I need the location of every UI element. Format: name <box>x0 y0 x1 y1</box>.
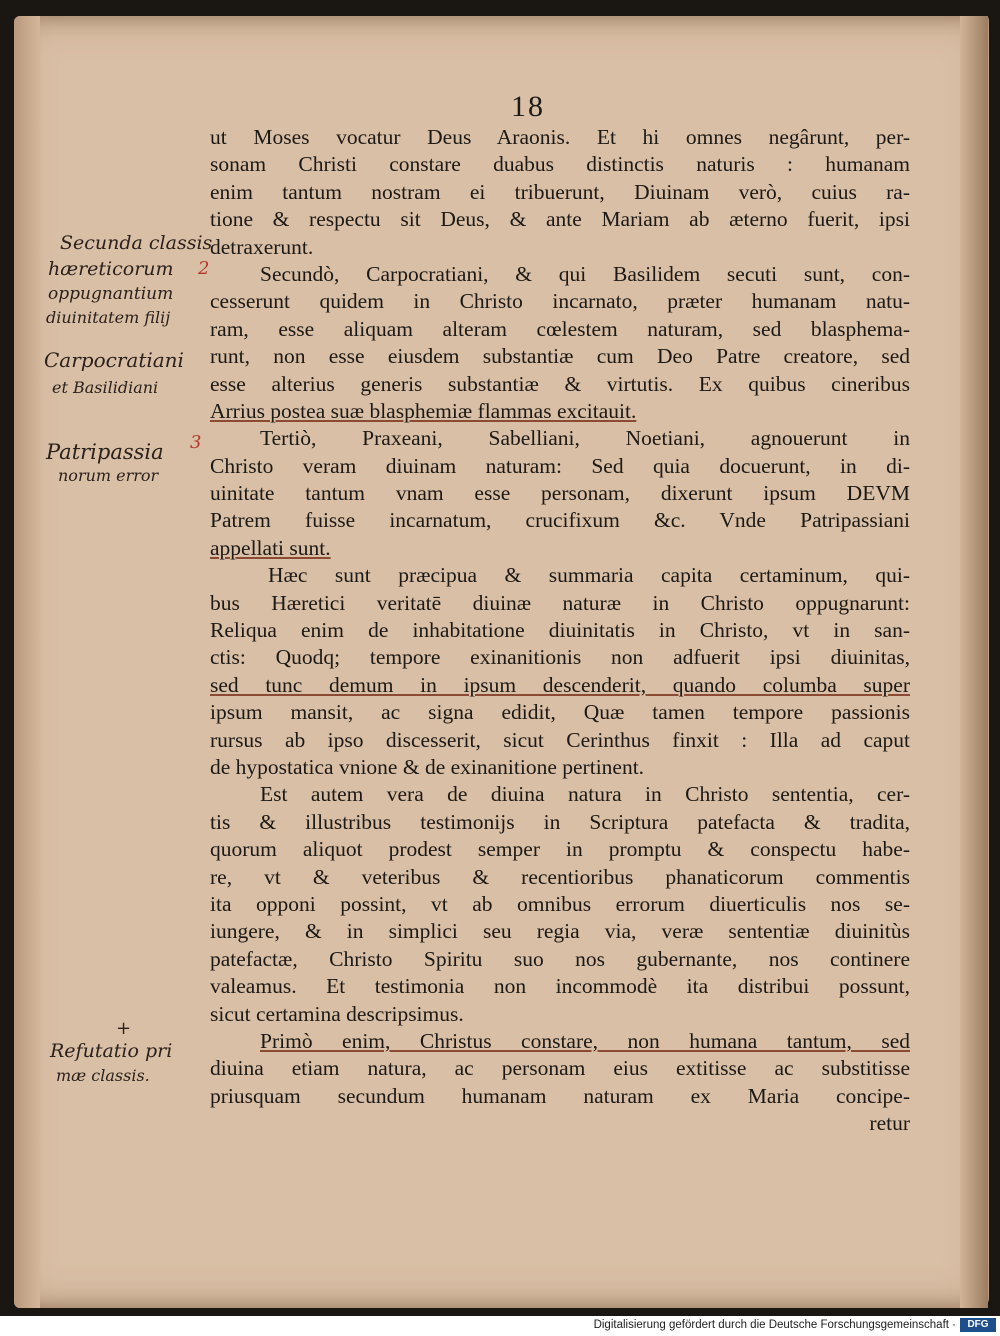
text-line: uinitate tantum vnam esse personam, dixerunt ipsum DEVM <box>210 481 910 506</box>
footer-credit: Digitalisierung gefördert durch die Deutsche Forschungsgemeinschaft · <box>593 1319 956 1331</box>
page-gutter-left <box>14 16 40 1308</box>
page-edge-right <box>960 16 988 1308</box>
text-line: patefactæ, Christo Spiritu suo nos gubernante, nos continere <box>210 946 910 971</box>
marginal-number: 3 <box>190 432 202 453</box>
text-line: quorum aliquot prodest semper in promptu & conspectu habe- <box>210 837 910 862</box>
main-text-block <box>210 124 910 1137</box>
text-line: ram, esse aliquam alteram cœlestem naturam, sed blasphema- <box>210 316 910 341</box>
text-line-underlined: appellati sunt. <box>210 535 331 560</box>
text-line: enim tantum nostram ei tribuerunt, Diuinam verò, cuius ra- <box>210 179 910 204</box>
text-line-underlined: sed tunc demum in ipsum descenderit, quando columba super <box>210 672 910 697</box>
text-line: Hæc sunt præcipua & summaria capita certaminum, qui- <box>268 563 910 588</box>
text-line: ita opponi possint, vt ab omnibus errorum diuerticulis nos se- <box>210 891 910 916</box>
text-line: priusquam secundum humanam naturam ex Maria concipe- <box>210 1083 910 1108</box>
text-line: runt, non esse eiusdem substantiæ cum Deo Patre creatore, sed <box>210 344 910 369</box>
text-line: diuina etiam natura, ac personam eius extitisse ac substitisse <box>210 1056 910 1081</box>
text-line: ut Moses vocatur Deus Araonis. Et hi omnes negârunt, per- <box>210 125 910 149</box>
marginal-note: hæreticorum <box>48 258 174 280</box>
text-line: valeamus. Et testimonia non incommodè ita distribui possunt, <box>210 974 910 999</box>
text-line: cesserunt quidem in Christo incarnato, præter humanam natu- <box>210 289 910 314</box>
marginal-note: mæ classis. <box>56 1066 150 1085</box>
text-line: sonam Christi constare duabus distinctis naturis : humanam <box>210 152 910 177</box>
marginal-note: norum error <box>58 466 159 485</box>
marginal-note: Secunda classis <box>60 232 213 254</box>
text-line: Patrem fuisse incarnatum, crucifixum &c. Vnde Patripassiani <box>210 508 910 533</box>
text-line: Reliqua enim de inhabitatione diuinitatis in Christo, vt in san- <box>210 618 910 643</box>
page-number: 18 <box>511 90 545 123</box>
text-line: ipsum mansit, ac signa edidit, Quæ tamen tempore passionis <box>210 700 910 725</box>
text-line: detraxerunt. <box>210 234 314 259</box>
text-line: iungere, & in simplici seu regia via, veræ sententiæ diuinitùs <box>210 919 910 944</box>
text-line-underlined: Secundò, Carpocratiani, & qui Basilidem secuti sunt, con- <box>260 261 910 286</box>
text-line: Christo veram diuinam naturam: Sed quia docuerunt, in di- <box>210 453 910 478</box>
marginal-note: Patripassia <box>46 440 164 464</box>
marginal-note: oppugnantium <box>48 284 174 304</box>
catchword: retur <box>869 1111 910 1136</box>
marginal-note: Carpocratiani <box>44 348 184 372</box>
text-line-underlined: Primò enim, Christus constare, non humana tantum, sed <box>260 1028 910 1053</box>
text-line-underlined: Arrius postea suæ blasphemiæ flammas excitauit. <box>210 398 637 423</box>
text-line: bus Hæretici veritatē diuinæ naturæ in Christo oppugnarunt: <box>210 590 910 615</box>
marginal-number: 2 <box>198 258 210 279</box>
text-line: sicut certamina descripsimus. <box>210 1001 464 1026</box>
text-line: ctis: Quodq; tempore exinanitionis non adfuerit ipsi diuinitas, <box>210 645 910 670</box>
text-line: rursus ab ipso discesserit, sicut Cerinthus finxit : Illa ad caput <box>210 727 910 752</box>
marginal-note: et Basilidiani <box>52 378 159 397</box>
text-line: esse alterius generis substantiæ & virtutis. Ex quibus cineribus <box>210 371 910 396</box>
text-line: re, vt & veteribus & recentioribus phanaticorum commentis <box>210 864 910 889</box>
text-line: de hypostatica vnione & de exinanitione pertinent. <box>210 754 645 779</box>
text-line: tis & illustribus testimonijs in Scriptura patefacta & tradita, <box>210 809 910 834</box>
text-line: Tertiò, Praxeani, Sabelliani, Noetiani, agnouerunt in <box>260 426 910 451</box>
dfg-logo: DFG <box>960 1318 996 1332</box>
marginal-number: + <box>116 1018 132 1039</box>
text-line: Est autem vera de diuina natura in Christo sententia, cer- <box>260 782 910 807</box>
marginal-note: diuinitatem filij <box>46 308 171 327</box>
marginal-note: Refutatio pri <box>50 1040 173 1062</box>
text-line: tione & respectu sit Deus, & ante Mariam ab æterno fuerit, ipsi <box>210 207 910 232</box>
